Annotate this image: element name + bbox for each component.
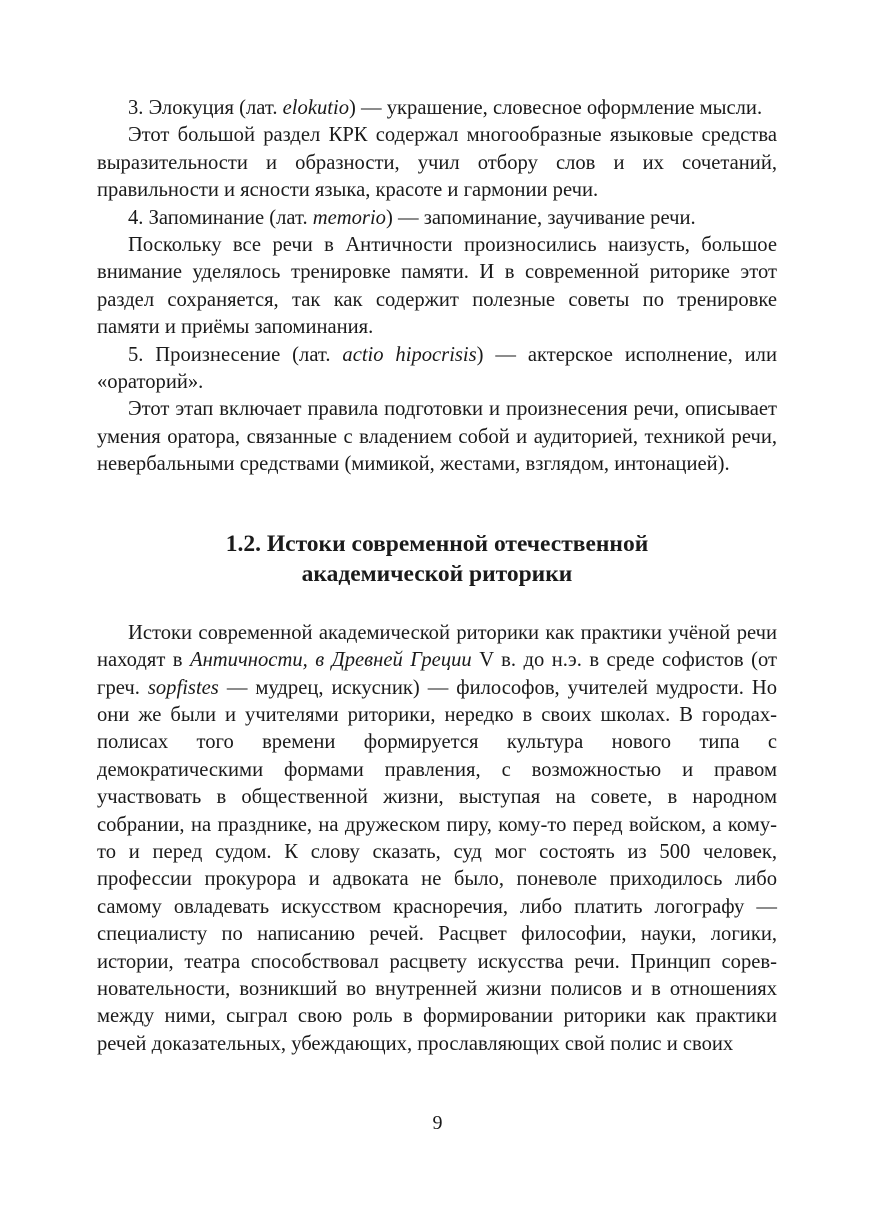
paragraph-memory-description: Поскольку все речи в Античности произносились наизусть, большое внимание уделялось тренировке памяти. И в современной риторике этот раздел сохраняется, так как содержит полезные советы по тренировке памяти и приёмы запоминания. xyxy=(97,234,777,339)
section-heading xyxy=(97,529,777,589)
italic-term: Античности, в Древней Греции xyxy=(190,649,472,672)
italic-term: sopfistes xyxy=(147,676,219,699)
italic-term: elokutio xyxy=(282,97,349,119)
paragraph-delivery: 5. Произнесение (лат. actio hipocrisis) — актерское исполнение, или «ораторий». xyxy=(97,343,777,394)
paragraph-elocution-description: Этот большой раздел КРК содержал многообразные языковые средства выразительности и образности, учил отбору слов и их сочетаний, правильности и ясности языка, красоте и гармонии речи. xyxy=(97,124,777,202)
italic-term: memorio xyxy=(312,206,386,229)
section-main xyxy=(97,620,777,1059)
paragraph-memory: 4. Запоминание (лат. memorio) — запоминание, заучивание речи. xyxy=(128,206,696,229)
page-content xyxy=(97,95,777,1058)
page-number: 9 xyxy=(432,1112,443,1134)
section-heading-line-2: академической риторики xyxy=(301,560,573,587)
section-heading-line-1: 1.2. Истоки современной отечественной xyxy=(225,530,649,557)
paragraph-elocution: 3. Элокуция (лат. elokutio) — украшение, словесное оформление мысли. xyxy=(128,97,763,119)
section-intro xyxy=(97,95,777,479)
paragraph-origins: Истоки современной академической риторики как практики учёной речи находят в Античности, в Древней Греции V в. до н.э. в среде софистов (от греч. sopfistes — мудрец, искусник) — философов, учителей мудрости. Но они же были и учителями риторики, нередко в своих школах. В городах-полисах того времени формируется культура нового типа с демократическими формами правления, с возможностью и правом участвовать в общественной жизни, выступая на совете, в народном собрании, на празднике, на дружеском пиру, кому-то перед войском, а кому-то и перед судом. К слову сказать, суд мог состоять из 500 человек, профессии прокурора и адвоката не было, поневоле приходилось либо самому овладевать искусством красноречия, либо платить логографу — специалисту по написанию речей. Расцвет философии, науки, логики, истории, театра способствовал расцвету искусства речи. Принцип соревновательности, возникший во внутренней жизни полисов и в отношениях между ними, сыграл свою роль в формировании риторики как практики речей доказательных, убеждающих, прославляющих свой полис и своих xyxy=(97,621,777,1055)
paragraph-delivery-description: Этот этап включает правила подготовки и произнесения речи, описывает умения оратора, связанные с владением собой и аудиторией, техникой речи, невербальными средствами (мимикой, жестами, взглядом, интонацией). xyxy=(97,398,777,476)
italic-term: actio hipocrisis xyxy=(342,343,477,366)
